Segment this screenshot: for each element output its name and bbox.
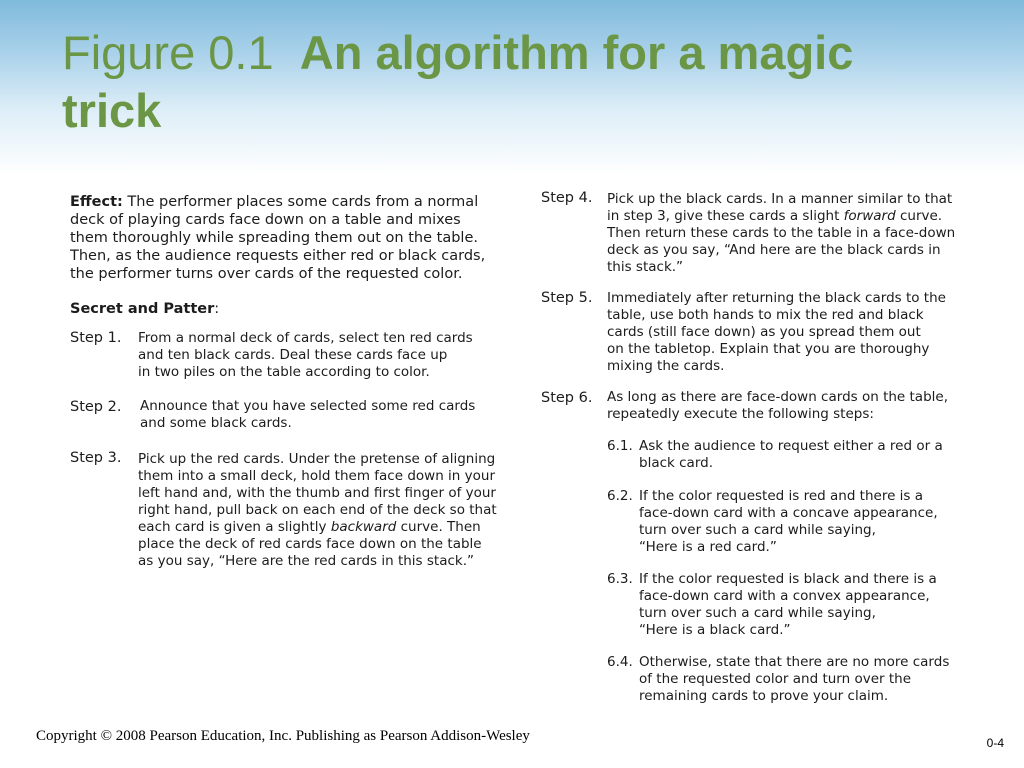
step-line: place the deck of red cards face down on the table <box>138 536 482 552</box>
secret-heading-colon: : <box>214 301 220 317</box>
step-line: deck as you say, “And here are the black cards in <box>607 242 941 258</box>
substep-6-1-number: 6.1. <box>607 438 633 454</box>
step-2-label: Step 2. <box>70 399 122 415</box>
effect-paragraph <box>70 193 520 283</box>
substep-line: “Here is a red card.” <box>639 539 777 555</box>
step-line: this stack.” <box>607 259 684 275</box>
copyright-footer: Copyright © 2008 Pearson Education, Inc. Publishing as Pearson Addison-Wesley <box>36 728 530 744</box>
effect-label: Effect: <box>70 194 123 210</box>
step-line <box>138 519 497 536</box>
step-line: them into a small deck, hold them face down in your <box>138 468 495 484</box>
step-5-text <box>607 290 946 375</box>
step-line: Immediately after returning the black cards to the <box>607 290 946 306</box>
substep-6-4-number: 6.4. <box>607 654 633 670</box>
step-line: and some black cards. <box>140 415 292 431</box>
step-line: From a normal deck of cards, select ten red cards <box>138 330 473 346</box>
substep-line: of the requested color and turn over the <box>639 671 912 687</box>
step-5-label: Step 5. <box>541 290 593 306</box>
step-fragment: in step 3, give these cards a slight <box>607 208 844 224</box>
step-line <box>607 208 955 225</box>
step-line: repeatedly execute the following steps: <box>607 406 874 422</box>
substep-line: If the color requested is red and there is a <box>639 488 924 504</box>
step-fragment: each card is given a slightly <box>138 519 331 535</box>
step-2-text <box>140 398 475 432</box>
substep-line: Otherwise, state that there are no more cards <box>639 654 950 670</box>
substep-line: turn over such a card while saying, <box>639 605 876 621</box>
step-line: mixing the cards. <box>607 358 725 374</box>
step-line: As long as there are face-down cards on the table, <box>607 389 948 405</box>
step-line: in two piles on the table according to color. <box>138 364 430 380</box>
step-6-label: Step 6. <box>541 390 593 406</box>
substep-6-1-text <box>639 438 943 472</box>
effect-line: the performer turns over cards of the requested color. <box>70 266 463 282</box>
step-fragment: curve. <box>895 208 943 224</box>
substep-6-2-text <box>639 488 938 556</box>
substep-line: face-down card with a convex appearance, <box>639 588 930 604</box>
step-line: as you say, “Here are the red cards in this stack.” <box>138 553 474 569</box>
step-line: Pick up the black cards. In a manner similar to that <box>607 191 953 207</box>
step-3-text <box>138 451 497 570</box>
step-line: right hand, pull back on each end of the deck so that <box>138 502 497 518</box>
effect-line: The performer places some cards from a normal <box>122 194 479 210</box>
figure-name: An algorithm for a magic trick <box>62 26 854 137</box>
substep-line: face-down card with a concave appearance, <box>639 505 938 521</box>
step-4-text <box>607 191 955 276</box>
step-line: left hand and, with the thumb and first finger of your <box>138 485 496 501</box>
step-1-label: Step 1. <box>70 330 122 346</box>
secret-heading-text: Secret and Patter <box>70 301 215 317</box>
step-line: cards (still face down) as you spread them out <box>607 324 921 340</box>
figure-label: Figure 0.1 <box>62 26 274 79</box>
substep-line: turn over such a card while saying, <box>639 522 876 538</box>
effect-line: Then, as the audience requests either red or black cards, <box>70 248 486 264</box>
secret-heading <box>70 300 219 318</box>
effect-line: them thoroughly while spreading them out on the table. <box>70 230 478 246</box>
substep-6-3-number: 6.3. <box>607 571 633 587</box>
step-line: Then return these cards to the table in a face-down <box>607 225 956 241</box>
step-4-label: Step 4. <box>541 190 593 206</box>
step-line: on the tabletop. Explain that you are thoroughy <box>607 341 930 357</box>
step-fragment: curve. Then <box>396 519 481 535</box>
substep-line: remaining cards to prove your claim. <box>639 688 889 704</box>
substep-6-2-number: 6.2. <box>607 488 633 504</box>
step-line: Announce that you have selected some red cards <box>140 398 476 414</box>
step-line: table, use both hands to mix the red and black <box>607 307 924 323</box>
substep-line: Ask the audience to request either a red or a <box>639 438 943 454</box>
step-1-text <box>138 330 473 381</box>
substep-6-4-text <box>639 654 949 705</box>
effect-line: deck of playing cards face down on a table and mixes <box>70 212 461 228</box>
slide-title <box>62 24 962 140</box>
substep-line: “Here is a black card.” <box>639 622 791 638</box>
substep-line: black card. <box>639 455 713 471</box>
step-3-label: Step 3. <box>70 450 122 466</box>
page-number: 0-4 <box>986 736 1004 750</box>
step-line: Pick up the red cards. Under the pretense of aligning <box>138 451 496 467</box>
emphasis-forward: forward <box>843 208 896 224</box>
substep-6-3-text <box>639 571 937 639</box>
emphasis-backward: backward <box>330 519 397 535</box>
substep-line: If the color requested is black and there is a <box>639 571 937 587</box>
step-6-text <box>607 389 948 423</box>
step-line: and ten black cards. Deal these cards face up <box>138 347 448 363</box>
